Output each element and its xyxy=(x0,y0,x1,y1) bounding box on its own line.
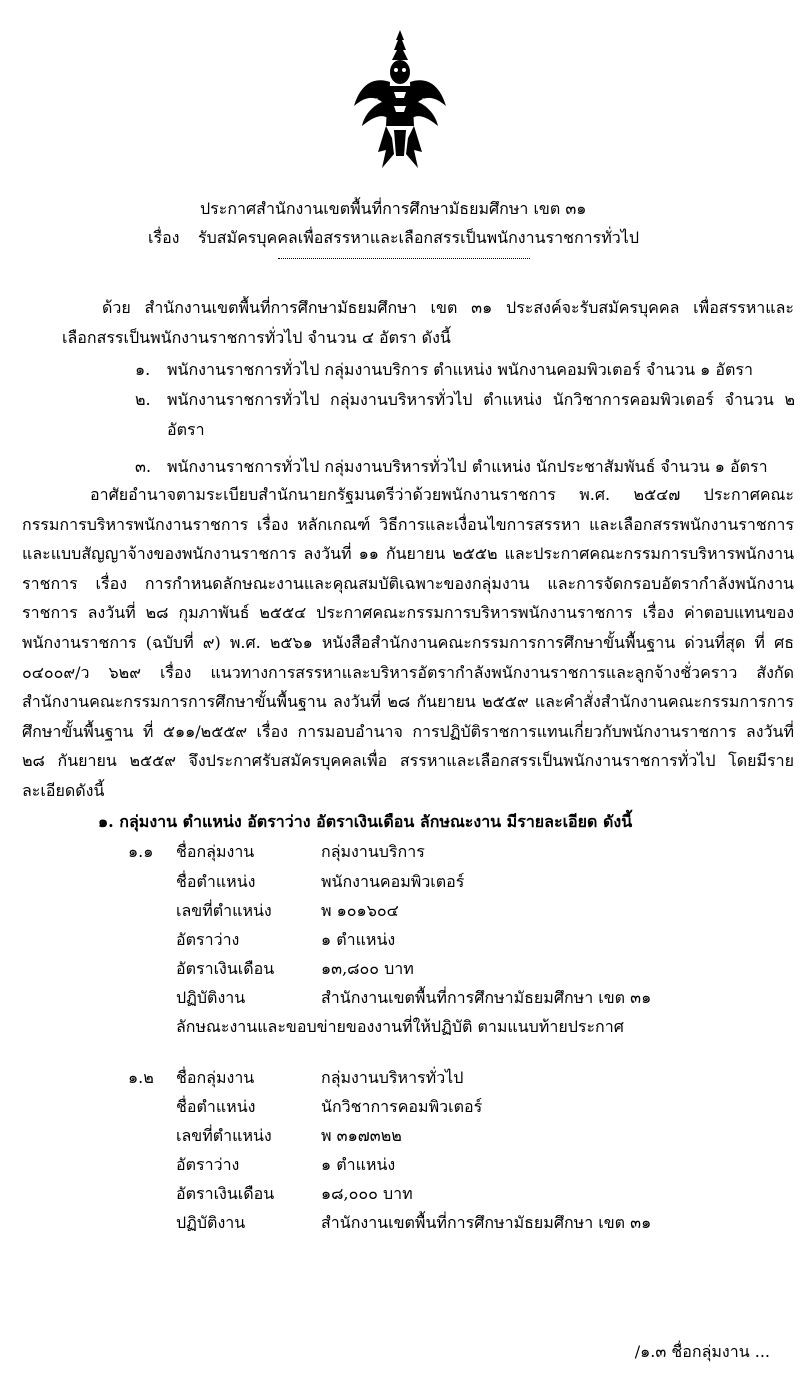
detail-row-workplace xyxy=(176,986,652,1011)
number-label: เลขที่ตำแหน่ง xyxy=(176,1126,272,1145)
detail-row-position xyxy=(176,870,465,895)
detail-row-salary xyxy=(176,1182,413,1207)
salary-label: อัตราเงินเดือน xyxy=(176,1184,275,1203)
detail-duties: ลักษณะงานและขอบข่ายของงานที่ให้ปฏิบัติ ตามแนบท้ายประกาศ xyxy=(176,1017,624,1036)
detail-row-number xyxy=(176,899,399,924)
detail-row-group xyxy=(176,840,425,865)
number-value: พ ๓๑๗๓๒๒ xyxy=(321,1126,402,1145)
section-1-heading: ๑. กลุ่มงาน ตำแหน่ง อัตราว่าง อัตราเงินเดือน ลักษณะงาน มีรายละเอียด ดังนี้ xyxy=(98,812,633,831)
number-label: เลขที่ตำแหน่ง xyxy=(176,901,272,920)
detail-row-vacancy xyxy=(176,1153,396,1178)
vacancy-label: อัตราว่าง xyxy=(176,1155,240,1174)
list-item xyxy=(135,452,795,482)
list-item-number: ๒. xyxy=(135,390,151,409)
detail-row-salary xyxy=(176,957,414,982)
detail-row-position xyxy=(176,1095,483,1120)
detail-number: ๑.๒ xyxy=(128,1068,154,1087)
authority-paragraph: อาศัยอำนาจตามระเบียบสำนักนายกรัฐมนตรีว่าด้วยพนักงานราชการ พ.ศ. ๒๕๔๗ ประกาศคณะกรรมการบริหารพนักงานราชการ เรื่อง หลักเกณฑ์ วิธีการและเงื่อนไขการสรรหา และเลือกสรรพนักงานราชการและแบบสัญญาจ้างของพนักงานราชการ ลงวันที่ ๑๑ กันยายน ๒๕๕๒ และประกาศคณะกรรมการบริหารพนักงานราชการ เรื่อง การกำหนดลักษณะงานและคุณสมบัติเฉพาะของกลุ่มงาน และการจัดกรอบอัตรากำลังพนักงานราชการ ลงวันที่ ๒๘ กุมภาพันธ์ ๒๕๕๔ ประกาศคณะกรรมการบริหารพนักงานราชการ เรื่อง ค่าตอบแทนของพนักงานราชการ (ฉบับที่ ๙) พ.ศ. ๒๕๖๑ หนังสือสำนักงานคณะกรรมการการศึกษาขั้นพื้นฐาน ด่วนที่สุด ที่ ศธ ๐๔๐๐๙/ว ๖๒๙ เรื่อง แนวทางการสรรหาและบริหารอัตรากำลังพนักงานราชการและลูกจ้างชั่วคราว สังกัดสำนักงานคณะกรรมการการศึกษาขั้นพื้นฐาน ลงวันที่ ๒๘ กันยายน ๒๕๕๙ และคำสั่งสำนักงานคณะกรรมการการศึกษาขั้นพื้นฐาน ที่ ๕๑๑/๒๕๕๙ เรื่อง การมอบอำนาจ การปฏิบัติราชการแทนเกี่ยวกับพนักงานราชการ ลงวันที่ ๒๘ กันยายน ๒๕๕๙ จึงประกาศรับสมัครบุคคลเพื่อ สรรหาและเลือกสรรเป็นพนักงานราชการทั่วไป โดยมีรายละเอียดดังนี้ xyxy=(22,485,794,800)
announcement-subject xyxy=(148,227,639,249)
intro-paragraph: ด้วย สำนักงานเขตพื้นที่การศึกษามัธยมศึกษา เขต ๓๑ ประสงค์จะรับสมัครบุคคล เพื่อสรรหาและเลือกสรรเป็นพนักงานราชการทั่วไป จำนวน ๔ อัตรา ดังนี้ xyxy=(62,298,794,347)
salary-value: ๑๘,๐๐๐ บาท xyxy=(321,1184,413,1203)
vacancy-label: อัตราว่าง xyxy=(176,930,240,949)
detail-row-number xyxy=(176,1124,402,1149)
position-label: ชื่อตำแหน่ง xyxy=(176,872,256,891)
list-item-text: พนักงานราชการทั่วไป กลุ่มงานบริหารทั่วไป ตำแหน่ง นักวิชาการคอมพิวเตอร์ จำนวน ๒ อัตรา xyxy=(167,390,795,439)
workplace-value: สำนักงานเขตพื้นที่การศึกษามัธยมศึกษา เขต ๓๑ xyxy=(321,988,652,1007)
detail-number: ๑.๑ xyxy=(128,842,154,861)
vacancy-value: ๑ ตำแหน่ง xyxy=(321,1155,396,1174)
list-item xyxy=(135,385,795,445)
subject-label: เรื่อง xyxy=(148,228,180,247)
salary-label: อัตราเงินเดือน xyxy=(176,959,275,978)
subject-text: รับสมัครบุคคลเพื่อสรรหาและเลือกสรรเป็นพนักงานราชการทั่วไป xyxy=(198,228,639,247)
group-value: กลุ่มงานบริการ xyxy=(321,842,425,861)
list-item xyxy=(135,355,795,385)
position-value: พนักงานคอมพิวเตอร์ xyxy=(321,872,465,891)
position-label: ชื่อตำแหน่ง xyxy=(176,1097,256,1116)
detail-row-group xyxy=(176,1066,464,1091)
position-detail-1-2 xyxy=(128,1066,788,1236)
detail-row-vacancy xyxy=(176,928,396,953)
workplace-label: ปฏิบัติงาน xyxy=(176,988,246,1007)
list-item-number: ๓. xyxy=(135,457,152,476)
number-value: พ ๑๐๑๖๐๔ xyxy=(321,901,399,920)
dotted-divider xyxy=(278,258,530,259)
position-value: นักวิชาการคอมพิวเตอร์ xyxy=(321,1097,483,1116)
group-value: กลุ่มงานบริหารทั่วไป xyxy=(321,1068,464,1087)
workplace-label: ปฏิบัติงาน xyxy=(176,1213,246,1232)
announcement-title: ประกาศสำนักงานเขตพื้นที่การศึกษามัธยมศึกษา เขต ๓๑ xyxy=(200,199,587,218)
list-item-text: พนักงานราชการทั่วไป กลุ่มงานบริการ ตำแหน่ง พนักงานคอมพิวเตอร์ จำนวน ๑ อัตรา xyxy=(167,360,753,379)
continuation-marker: /๑.๓ ชื่อกลุ่มงาน ... xyxy=(634,1342,770,1361)
detail-row-workplace xyxy=(176,1211,652,1236)
list-item-number: ๑. xyxy=(135,360,151,379)
group-label: ชื่อกลุ่มงาน xyxy=(176,1068,255,1087)
group-label: ชื่อกลุ่มงาน xyxy=(176,842,255,861)
workplace-value: สำนักงานเขตพื้นที่การศึกษามัธยมศึกษา เขต ๓๑ xyxy=(321,1213,652,1232)
salary-value: ๑๓,๘๐๐ บาท xyxy=(321,959,414,978)
list-item-text: พนักงานราชการทั่วไป กลุ่มงานบริหารทั่วไป ตำแหน่ง นักประชาสัมพันธ์ จำนวน ๑ อัตรา xyxy=(167,457,768,476)
vacancy-value: ๑ ตำแหน่ง xyxy=(321,930,396,949)
position-detail-1-1 xyxy=(128,840,788,1040)
garuda-emblem-icon xyxy=(352,26,448,176)
